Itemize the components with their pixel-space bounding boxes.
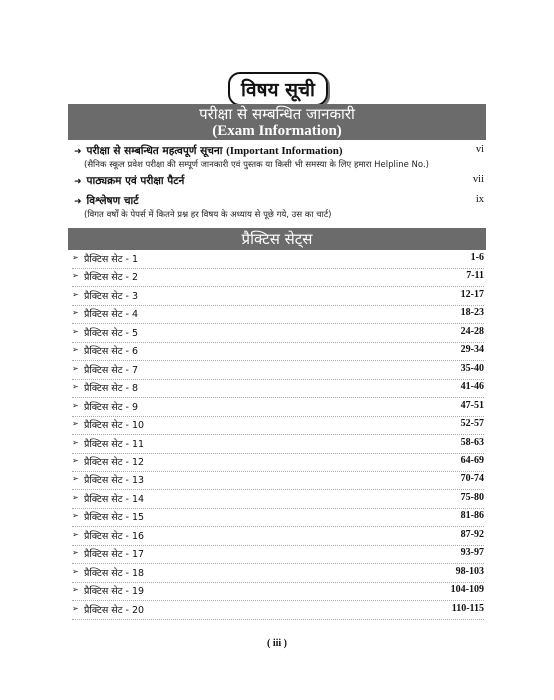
practice-set-pages: 35-40 [460, 362, 484, 374]
practice-set-pages: 93-97 [460, 547, 484, 559]
arrow-right-icon: ➢ [72, 566, 79, 576]
practice-set-pages: 75-80 [460, 491, 484, 503]
arrow-right-icon: ➢ [72, 511, 79, 521]
toc-item-page: vii [472, 174, 484, 185]
practice-set-pages: 7-11 [466, 270, 484, 282]
practice-set-pages: 29-34 [460, 344, 484, 356]
practice-set-pages: 41-46 [460, 381, 484, 393]
practice-set-row[interactable] [72, 288, 484, 306]
practice-set-pages: 52-57 [460, 418, 484, 430]
toc-item-heading [74, 174, 484, 188]
arrow-right-icon: ➜ [74, 177, 82, 187]
practice-set-pages: 81-86 [460, 510, 484, 522]
practice-set-label: प्रैक्टिस सेट - 20 [84, 604, 145, 616]
practice-set-pages: 24-28 [460, 325, 484, 337]
practice-set-row[interactable] [72, 399, 484, 417]
practice-set-label: प्रैक्टिस सेट - 1 [84, 254, 138, 265]
practice-set-label: प्रैक्टिस सेट - 11 [84, 438, 145, 450]
practice-set-label: प्रैक्टिस सेट - 8 [84, 383, 138, 395]
practice-set-label: प्रैक्टिस सेट - 18 [84, 567, 145, 579]
toc-item-title: पाठ्यक्रम एवं परीक्षा पैटर्न [86, 175, 185, 187]
practice-set-row[interactable] [72, 491, 484, 509]
practice-set-row[interactable] [72, 306, 484, 324]
arrow-right-icon: ➢ [72, 308, 79, 318]
practice-set-label: प्रैक्टिस सेट - 6 [84, 346, 138, 358]
toc-item-title: परीक्षा से सम्बन्धित महत्वपूर्ण सूचना [86, 145, 223, 157]
practice-set-row[interactable] [72, 602, 484, 620]
arrow-right-icon: ➢ [72, 548, 79, 558]
practice-set-pages: 1-6 [470, 252, 484, 263]
practice-set-row[interactable] [72, 528, 484, 546]
practice-set-label: प्रैक्टिस सेट - 3 [84, 290, 138, 302]
practice-set-row[interactable] [72, 472, 484, 490]
exam-information-heading-hindi: परीक्षा से सम्बन्धित जानकारी [199, 105, 355, 123]
exam-information-heading-english: (Exam Information) [212, 123, 342, 139]
practice-set-label: प्रैक्टिस सेट - 2 [84, 272, 138, 284]
practice-set-pages: 58-63 [460, 436, 484, 448]
practice-set-row[interactable] [72, 380, 484, 398]
arrow-right-icon: ➢ [72, 603, 79, 613]
practice-set-row[interactable] [72, 325, 484, 343]
practice-set-row[interactable] [72, 269, 484, 287]
toc-item-heading [74, 194, 484, 208]
practice-set-label: प्रैक्टिस सेट - 5 [84, 327, 138, 339]
toc-item-page: vi [475, 144, 484, 155]
practice-set-pages: 87-92 [460, 528, 484, 540]
practice-set-label: प्रैक्टिस सेट - 10 [84, 420, 145, 432]
arrow-right-icon: ➢ [72, 363, 79, 373]
page-number: ( iii ) [267, 638, 287, 649]
arrow-right-icon: ➢ [72, 492, 79, 502]
practice-set-row[interactable] [72, 343, 484, 361]
arrow-right-icon: ➢ [72, 400, 79, 410]
practice-set-label: प्रैक्टिस सेट - 14 [84, 493, 145, 505]
practice-set-label: प्रैक्टिस सेट - 17 [84, 549, 145, 561]
practice-set-row[interactable] [72, 436, 484, 454]
toc-item-syllabus-pattern[interactable] [74, 174, 484, 188]
practice-set-pages: 110-115 [451, 602, 484, 614]
practice-set-pages: 70-74 [460, 473, 484, 485]
practice-set-label: प्रैक्टिस सेट - 12 [84, 456, 145, 468]
practice-set-pages: 98-103 [455, 565, 484, 577]
practice-sets-header: प्रैक्टिस सेट्स [68, 228, 486, 250]
practice-set-label: प्रैक्टिस सेट - 15 [84, 512, 145, 524]
arrow-right-icon: ➢ [72, 289, 79, 299]
toc-item-title: विश्लेषण चार्ट [86, 195, 139, 207]
practice-set-row[interactable] [72, 251, 484, 269]
toc-item-note: (विगत वर्षों के पेपर्स में कितने प्रश्न हर विषय के अध्याय से पूछे गये, उस का चार्ट) [84, 210, 332, 220]
page-title: विषय सूची [228, 72, 328, 106]
practice-set-row[interactable] [72, 546, 484, 564]
practice-set-label: प्रैक्टिस सेट - 19 [84, 586, 145, 598]
practice-set-label: प्रैक्टिस सेट - 9 [84, 401, 138, 413]
arrow-right-icon: ➢ [72, 455, 79, 465]
arrow-right-icon: ➢ [72, 345, 79, 355]
practice-set-row[interactable] [72, 454, 484, 472]
arrow-right-icon: ➢ [72, 585, 79, 595]
practice-set-row[interactable] [72, 583, 484, 601]
arrow-right-icon: ➢ [72, 253, 79, 262]
toc-item-important-information[interactable] [74, 144, 484, 170]
practice-set-label: प्रैक्टिस सेट - 16 [84, 530, 145, 542]
practice-set-label: प्रैक्टिस सेट - 4 [84, 309, 138, 321]
toc-item-page: ix [475, 194, 484, 205]
arrow-right-icon: ➢ [72, 382, 79, 392]
arrow-right-icon: ➢ [72, 419, 79, 429]
exam-information-header [68, 104, 486, 140]
arrow-right-icon: ➢ [72, 326, 79, 336]
arrow-right-icon: ➢ [72, 271, 79, 281]
practice-set-pages: 12-17 [460, 288, 484, 300]
arrow-right-icon: ➢ [72, 529, 79, 539]
toc-item-heading [74, 144, 484, 158]
row-divider [72, 619, 484, 620]
practice-set-pages: 18-23 [460, 307, 484, 319]
toc-item-analysis-chart[interactable] [74, 194, 484, 220]
arrow-right-icon: ➜ [74, 197, 82, 207]
practice-set-label: प्रैक्टिस सेट - 13 [84, 475, 145, 487]
practice-set-label: प्रैक्टिस सेट - 7 [84, 364, 138, 376]
practice-set-row[interactable] [72, 509, 484, 527]
arrow-right-icon: ➢ [72, 437, 79, 447]
practice-set-pages: 64-69 [460, 454, 484, 466]
practice-set-row[interactable] [72, 417, 484, 435]
practice-set-pages: 47-51 [460, 399, 484, 411]
practice-set-row[interactable] [72, 362, 484, 380]
practice-set-pages: 104-109 [450, 584, 484, 596]
practice-set-row[interactable] [72, 565, 484, 583]
toc-item-note: (सैनिक स्कूल प्रवेश परीक्षा की सम्पूर्ण जानकारी एवं पुस्तक या किसी भी समस्या के लिए हमारा Helpline No.) [84, 160, 429, 170]
arrow-right-icon: ➜ [74, 147, 82, 157]
toc-item-title-english: (Important Information) [226, 145, 343, 157]
arrow-right-icon: ➢ [72, 474, 79, 484]
